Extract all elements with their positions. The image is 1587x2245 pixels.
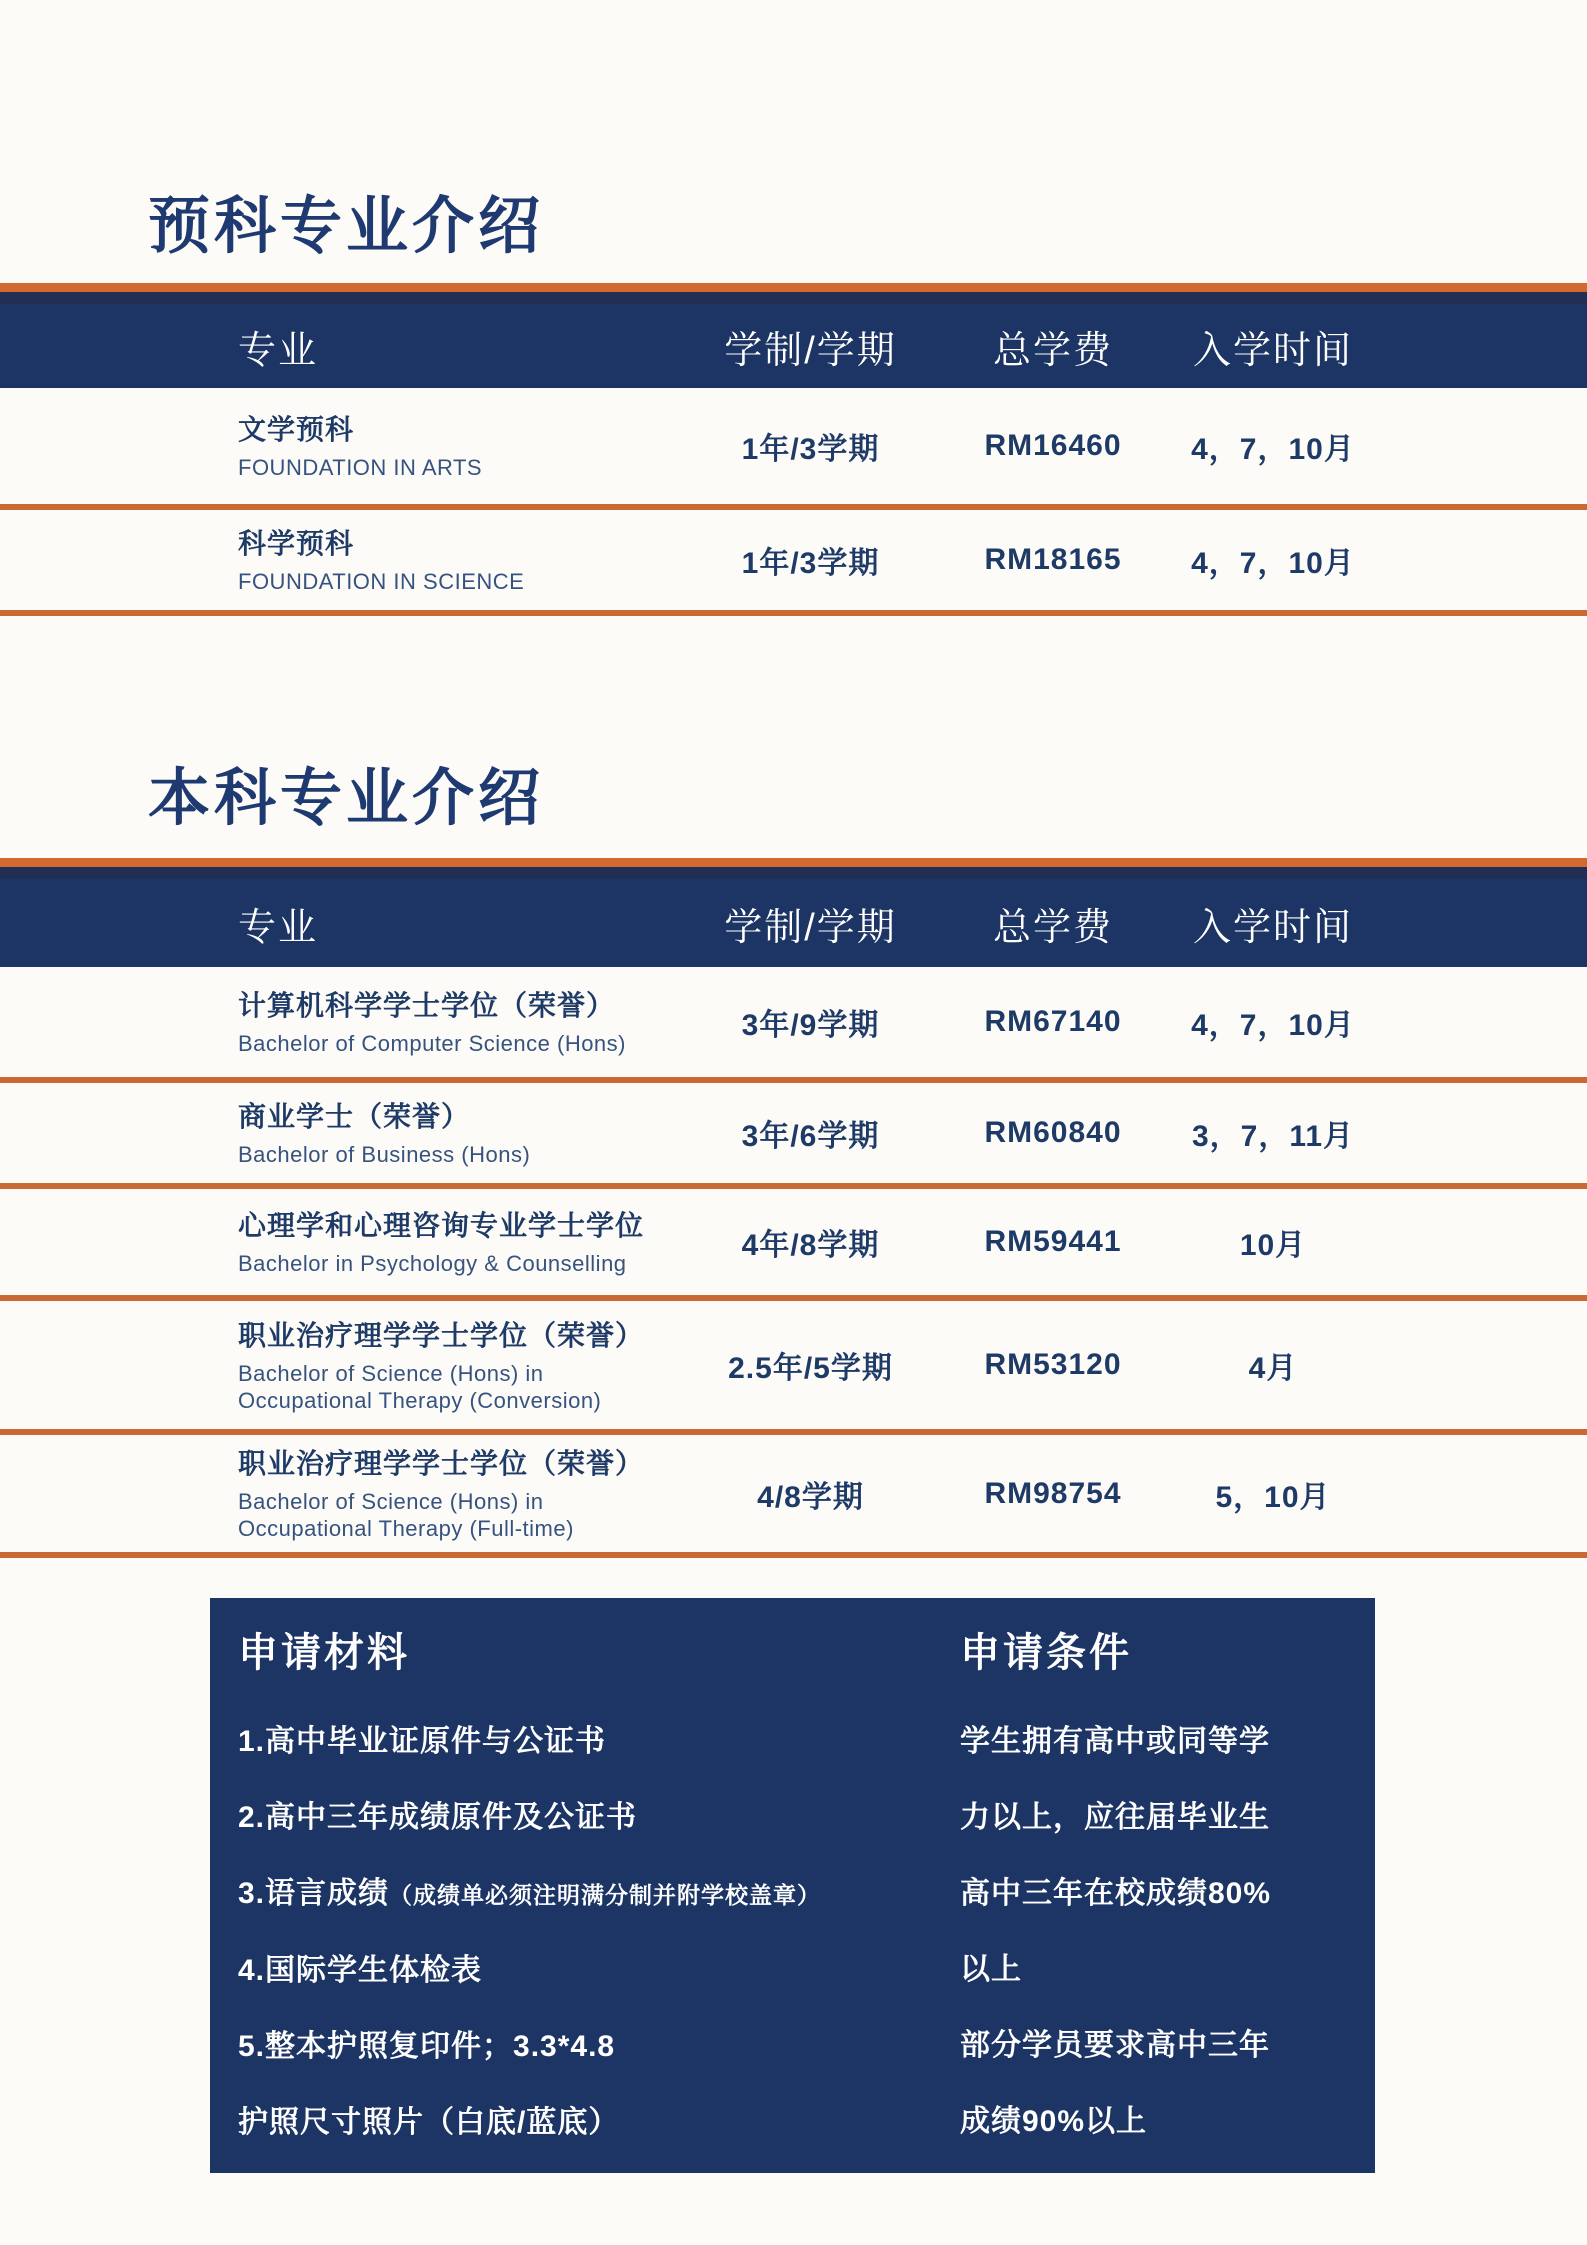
program-name [238, 411, 698, 481]
condition-line: 学生拥有高中或同等学 [960, 1725, 1270, 1758]
condition-line: 成绩90%以上 [960, 2105, 1148, 2138]
program-name-en: Bachelor of Business (Hons) [238, 1142, 531, 1167]
material-item [238, 1955, 960, 1987]
column-header-duration: 学制/学期 [724, 906, 897, 949]
program-fee: RM16460 [984, 429, 1122, 462]
material-item [238, 2107, 960, 2139]
table-row [0, 388, 1587, 510]
table-row [0, 1435, 1587, 1558]
program-name [238, 1317, 698, 1414]
program-name-en: FOUNDATION IN SCIENCE [238, 569, 525, 594]
program-intake: 4，7，10月 [1191, 1009, 1355, 1042]
program-name-en [238, 1488, 678, 1542]
column-header-fee: 总学费 [992, 906, 1113, 949]
column-header-program: 专业 [238, 906, 319, 949]
condition-line: 力以上，应往届毕业生 [960, 1801, 1270, 1834]
program-intake: 4月 [1248, 1352, 1298, 1385]
program-name-en-line1: Bachelor of Science (Hons) in [238, 1360, 544, 1386]
application-info-box [210, 1598, 1375, 2173]
bachelor-section-title: 本科专业介绍 [148, 764, 545, 833]
program-name-en [238, 1360, 678, 1414]
program-duration: 3年/6学期 [741, 1120, 880, 1153]
table-row [0, 1189, 1587, 1301]
condition-line: 以上 [960, 1953, 1022, 1986]
program-name-zh: 商业学士（荣誉） [238, 1101, 471, 1132]
program-duration: 4年/8学期 [741, 1229, 880, 1262]
column-header-program: 专业 [238, 329, 319, 372]
program-fee: RM18165 [984, 543, 1122, 576]
material-item-text: 护照尺寸照片（白底/蓝底） [238, 2106, 620, 2139]
program-name [238, 1445, 698, 1542]
program-name [238, 525, 698, 595]
program-intake: 4，7，10月 [1191, 433, 1355, 466]
foundation-table [0, 283, 1587, 616]
program-fee: RM60840 [984, 1116, 1122, 1149]
program-fee: RM59441 [984, 1225, 1122, 1258]
condition-line: 高中三年在校成绩80% [960, 1877, 1272, 1910]
program-name-en-line2: Occupational Therapy (Conversion) [238, 1387, 602, 1413]
program-name-en-line2: Occupational Therapy (Full-time) [238, 1516, 574, 1541]
program-name-en-line1: Bachelor of Science (Hons) in [238, 1489, 544, 1514]
material-item-text: 5.整本护照复印件；3.3*4.8 [238, 2030, 616, 2063]
material-item [238, 1878, 960, 1911]
program-fee: RM67140 [984, 1005, 1122, 1038]
program-name-zh: 计算机科学学士学位（荣誉） [238, 990, 616, 1021]
materials-heading: 申请材料 [238, 1631, 410, 1675]
material-item [238, 1802, 960, 1834]
table-row [0, 1301, 1587, 1435]
material-item [238, 1726, 960, 1758]
material-item-note: （成绩单必须注明满分制并附学校盖章） [389, 1882, 822, 1908]
program-intake: 10月 [1239, 1229, 1307, 1262]
column-header-fee: 总学费 [992, 329, 1113, 372]
program-name [238, 987, 698, 1057]
table-header-row [0, 292, 1587, 388]
program-duration: 4/8学期 [757, 1480, 864, 1514]
program-name-en: Bachelor in Psychology & Counselling [238, 1251, 627, 1276]
condition-line: 部分学员要求高中三年 [960, 2029, 1270, 2062]
material-item-text: 4.国际学生体检表 [238, 1954, 483, 1987]
column-header-intake: 入学时间 [1192, 906, 1353, 949]
program-intake: 3，7，11月 [1191, 1120, 1355, 1153]
column-header-intake: 入学时间 [1192, 329, 1353, 372]
table-row [0, 510, 1587, 616]
bachelor-table [0, 858, 1587, 1558]
program-fee: RM53120 [984, 1348, 1122, 1381]
program-name-zh: 职业治疗理学学士学位（荣誉） [238, 1448, 645, 1479]
program-name-zh: 文学预科 [238, 414, 355, 445]
program-name-en: Bachelor of Computer Science (Hons) [238, 1031, 626, 1056]
material-item-text: 1.高中毕业证原件与公证书 [238, 1725, 607, 1758]
program-name-zh: 科学预科 [238, 528, 355, 559]
program-fee: RM98754 [984, 1476, 1122, 1510]
program-name-zh: 职业治疗理学学士学位（荣誉） [238, 1319, 645, 1351]
program-intake: 4，7，10月 [1191, 547, 1355, 580]
program-duration: 3年/9学期 [741, 1009, 880, 1042]
program-duration: 2.5年/5学期 [728, 1352, 893, 1385]
application-conditions-column [960, 1628, 1375, 2183]
conditions-heading: 申请条件 [960, 1631, 1132, 1675]
program-intake: 5，10月 [1215, 1480, 1331, 1514]
application-materials-column [238, 1628, 960, 2183]
program-duration: 1年/3学期 [741, 433, 880, 466]
material-item-text: 2.高中三年成绩原件及公证书 [238, 1801, 638, 1834]
column-header-duration: 学制/学期 [724, 329, 897, 372]
orange-divider [0, 858, 1587, 867]
program-name-en: FOUNDATION IN ARTS [238, 455, 483, 480]
table-row [0, 967, 1587, 1083]
program-duration: 1年/3学期 [741, 547, 880, 580]
material-item [238, 2031, 960, 2063]
program-name-zh: 心理学和心理咨询专业学士学位 [238, 1210, 645, 1241]
material-item-text: 3.语言成绩 [238, 1877, 390, 1910]
foundation-section-title: 预科专业介绍 [148, 192, 545, 261]
orange-divider [0, 283, 1587, 292]
program-name [238, 1207, 698, 1277]
table-header-row [0, 867, 1587, 967]
program-name [238, 1098, 698, 1168]
table-row [0, 1083, 1587, 1189]
